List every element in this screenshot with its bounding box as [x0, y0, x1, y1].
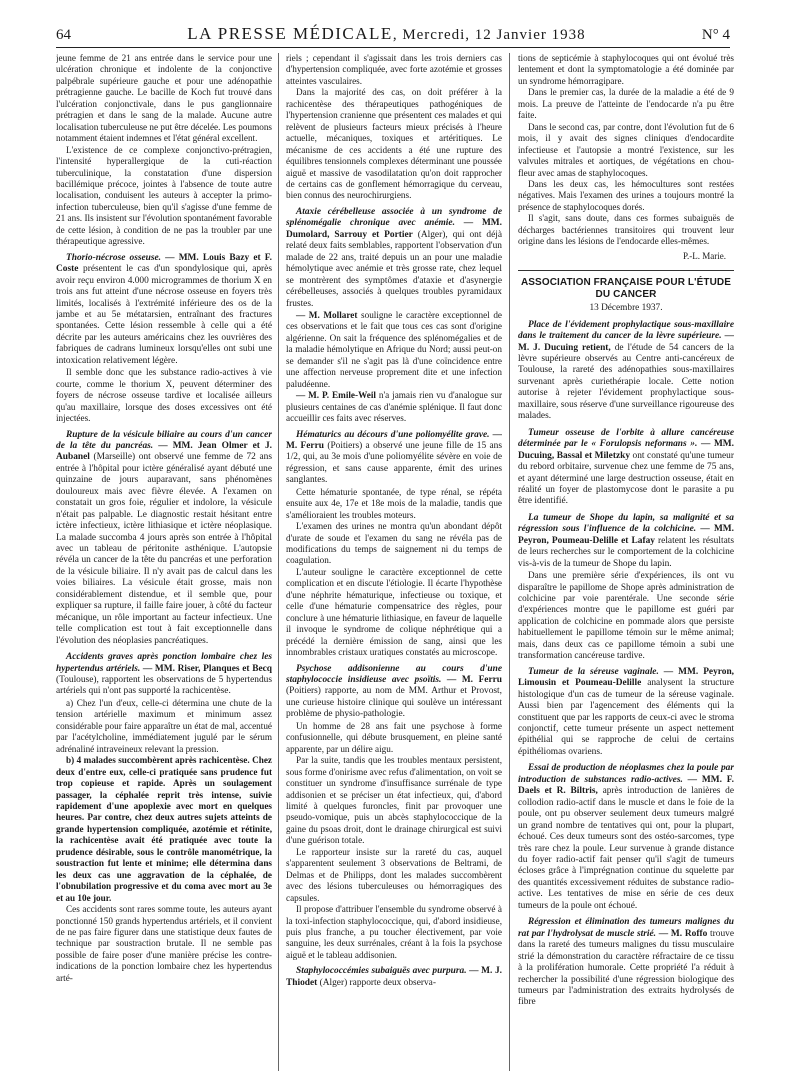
paragraph: Dans les deux cas, les hémocultures sont restées négatives. Mais l'examen des urines a toujours montré la présence de staphylocoques dorés.	[518, 178, 734, 212]
paragraph: Dans le premier cas, la durée de la maladie a été de 9 mois. La preuve de l'atteinte de l'endocarde n'a pu être faite.	[518, 87, 734, 121]
header-rule	[56, 47, 730, 48]
article-text: analysent la structure histologique d'un cas de tumeur de la séreuse vaginale. Aussi bien par l'agencement des éléments qui la constituent que par les rapports de ceux-ci avec le stroma conjonctif, cette tumeur présente un aspect nettement épithélial qui se rapproche de celui de certains épithéliomas ovariens.	[518, 678, 734, 757]
paragraph: L'auteur souligne le caractère exceptionnel de cette complication et en discute l'étiologie. Il écarte l'hypothèse d'une néphrite hématurique, infectieuse ou toxique, et celle d'une hématurie compensatrice des règles, pour conclure à une hématurie lithiasique, en faveur de laquelle il invoque le syndrome de colique néphrétique qui a précédé la dernière émission de sang, ainsi que les innombrables cristaux uratiques constatés au microscope.	[286, 566, 502, 658]
discussant: — M. P. Emile-Weil	[296, 390, 376, 401]
paragraph: Il propose d'attribuer l'ensemble du syndrome observé à la toxi-infection staphylococcique, qui, d'abord insidieuse, puis plus franche, a pu toucher électivement, par voie sanguine, les deux surrénales, créant à la fois la psychose aiguë et le tableau addisonien.	[286, 904, 502, 960]
article-authors: — MM. Peyron, Poumeau-Delille et Lafay	[518, 524, 734, 546]
article-text: présentent le cas d'un spondylosique qui, après avoir reçu environ 4.000 microgrammes de thorium X en trois ans fut atteint d'une nécrose osseuse en foyers très limités, localisés à l'extrémité inférieure des os de la jambe et au 5e métatarsien, entraînant des fractures spontanées. Cette lésion ressemble à celle qui a été décrite par les auteurs américains chez les ouvrières des fabriques de cadrans lumineux lorsqu'elles ont subi une intoxication relativement légère.	[56, 264, 272, 366]
article-authors: — MM. Riser, Planques et Becq	[140, 663, 272, 674]
column-3	[518, 53, 734, 1075]
article-heading: Thorio-nécrose osseuse. — MM. Louis Bazy et F. Coste présentent le cas d'un spondylosique qui, après avoir reçu environ 4.000 microgrammes de thorium X en trois ans fut atteint d'une nécrose osseuse en foyers très limités, localisés à l'extrémité inférieure des os de la jambe et au 5e métatarsien, entraînant des fractures spontanées. Cette lésion ressemble à celle qui a été décrite par les auteurs américains chez les ouvrières des fabriques de cadrans lumineux lorsqu'elles ont subi une intoxication relativement légère.	[56, 252, 272, 366]
article-heading: Accidents graves après ponction lombaire chez les hypertendus artériels. — MM. Riser, Planques et Becq (Toulouse), rapportent les observations de 5 hypertendus artériels qui n'ont pas supporté la rachicentèse.	[56, 652, 272, 697]
article-authors: — MM. F. Daels et R. Biltris,	[518, 774, 734, 797]
session-date: 13 Décembre 1937.	[589, 303, 663, 314]
paragraph: — M. P. Emile-Weil n'a jamais rien vu d'analogue sur plusieurs centaines de cas d'anémie splénique. Il faut donc accueillir ces faits avec réserves.	[286, 390, 502, 424]
paragraph: b) 4 malades succombèrent après rachicentèse. Chez deux d'entre eux, celle-ci pratiquée sans prudence fut trop copieuse et rapide. Après un soulagement passager, la céphalée reprit très intense, suivie rapidement d'une apoplexie avec mort en quelques heures. Par contre, chez deux autres sujets atteints de grande hypertension compliquée, azotémie et rétinite, la rachicentèse avait été pratiquée avec toute la prudence désirable, sous le contrôle manométrique, la soustraction fut lente et minime; elle détermina dans les deux cas une aggravation de la céphalée, de l'obnubilation progressive et du coma avec mort au 3e et au 10e jour.	[56, 755, 272, 903]
article-text: de l'étude de 54 cancers de la lèvre supérieure observés au Centre anti-cancéreux de Toulouse, la rareté des adénopathies sous-maxillaires survenant après curiethérapie locale. Cette notion autorise à rejeter l'évidement prophylactique sous-maxillaire, sous réserve d'une surveillance rigoureuse des malades.	[518, 342, 734, 422]
article-heading: Psychose addisonienne au cours d'une staphylococcie insidieuse avec psoïtis. — M. Ferru (Poitiers) rapporte, au nom de MM. Arthur et Provost, une curieuse histoire clinique qui soulève un intéressant problème de physio-pathologie.	[286, 663, 502, 720]
article-text: après introduction de lanières de collodion radio-actif dans le muscle et dans le foie de la poule, ont pu observer seulement deux tumeurs malgré un grand nombre de tentatives qui ont, pour la plupart, échoué. Ces deux tumeurs sont des ostéo-sarcomes, type très rare chez la poule. Leur survenue à grande distance du foyer radio-actif fait penser qu'il s'agit de tumeurs écloses grâce à l'imprégnation continue du squelette par des quantités excessivement réduites de substance radio-active. Les tentatives de mise en série de ces deux tumeurs de la poule ont échoué.	[518, 786, 734, 911]
paragraph: Cette hématurie spontanée, de type rénal, se répéta ensuite aux 4e, 17e et 18e mois de la maladie, tandis que s'amélioraient les troubles moteurs.	[286, 486, 502, 520]
issue-number: N° 4	[701, 27, 730, 43]
page-number: 64	[56, 27, 71, 43]
article-authors: — MM. Ducuing, Bassal et Miletzky	[518, 439, 734, 461]
article-text: (Alger), qui ont déjà relaté deux faits semblables, rapportent l'observation d'un malade de 22 ans, traité depuis un an pour une maladie hémolytique avec anémie et très grosse rate, chez lequel se montrèrent des symptômes d'ataxie et d'asynergie cérébelleuses, associés à quelques troubles pyramidaux frustes.	[286, 229, 502, 309]
column-divider	[509, 53, 510, 1071]
article-authors: — MM. Peyron, Limousin et Poumeau-Delille	[518, 666, 734, 689]
article-authors: — M. J. Ducuing retient,	[518, 331, 734, 353]
paragraph: Dans la majorité des cas, on doit préférer à la rachicentèse des thérapeutiques pathogéniques de l'hypertension cranienne que présentent ces malades et qui relèvent de plusieurs facteurs mieux précisés à l'heure actuelle, mécaniques, toxiques et artéritiques. Le mécanisme de ces accidents a été une rupture des équilibres tensionnels complexes déterminant une poussée aiguë et massive de vasodilatation qu'on doit rapprocher de certains cas de gonflement hémorragique du cerveau, bien connus des neurochirurgiens.	[286, 87, 502, 201]
paragraph: Ces accidents sont rares somme toute, les auteurs ayant ponctionné 150 grands hypertendus artériels, et il convient de ne pas faire figurer dans une statistique deux fautes de technique par soustraction brutale. Il ne semble pas possible de faire poser d'une manière précise les contre-indications de la ponction lombaire chez les hypertendus arté-	[56, 904, 272, 983]
column-2	[286, 53, 502, 1075]
article-text: (Poitiers) rapporte, au nom de MM. Arthur et Provost, une curieuse histoire clinique qui soulève un intéressant problème de physio-pathologie.	[286, 686, 502, 720]
article-heading: Place de l'évidement prophylactique sous-maxillaire dans le traitement du cancer de la lèvre supérieure. — M. J. Ducuing retient, de l'étude de 54 cancers de la lèvre supérieure observés au Centre anti-cancéreux de Toulouse, la rareté des adénopathies sous-maxillaires survenant après curiethérapie locale. Cette notion autorise à rejeter l'évidement prophylactique sous-maxillaire, sous réserve d'une surveillance rigoureuse des malades.	[518, 319, 734, 422]
paragraph: Il semble donc que les substance radio-actives à vie courte, comme le thorium X, peuvent déterminer des foyers de nécrose osseuse tardive et localisée ailleurs qu'au maxillaire, lorsque des doses excessives ont été injectées.	[56, 367, 272, 424]
article-text: trouve dans la rareté des tumeurs malignes du tissu musculaire strié la démonstration du caractère réfractaire de ce tissu à la prolifération humorale. Cette propriété l'a réduit à rechercher la possibilité d'une régression biologique des tumeurs par l'administration des extraits hydrolysés de fibre	[518, 928, 734, 1008]
paragraph: Dans le second cas, par contre, dont l'évolution fut de 6 mois, il y avait des signes cliniques d'endocardite infectieuse et l'autopsie a montré l'existence, sur les valvules mitrales et aortiques, de végétations en chou-fleur avec amas de staphylocoques.	[518, 121, 734, 178]
column-1	[56, 53, 272, 1075]
article-heading: Ataxie cérébelleuse associée à un syndrome de splénomégalie chronique avec anémie. — MM. Dumolard, Sarrouy et Portier (Alger), qui ont déjà relaté deux faits semblables, rapportent l'observation d'un malade de 22 ans, traité depuis un an pour une maladie hémolytique avec anémie et très grosse rate, chez lequel se montrèrent des symptômes d'ataxie et d'asynergie cérébelleuses, associés à quelques troubles pyramidaux frustes.	[286, 206, 502, 309]
paragraph: Il s'agit, sans doute, dans ces formes subaiguës de décharges bactériennes transitoires qui trouvent leur origine dans les lésions de l'endocarde elles-mêmes.	[518, 213, 734, 247]
article-authors: — MM. Jean Olmer et J. Aubanel	[56, 440, 272, 463]
article-heading: Tumeur osseuse de l'orbite à allure cancéreuse déterminée par le « Forulopsis neformans ». — MM. Ducuing, Bassal et Miletzky ont constaté qu'une tumeur du rebord orbitaire, survenue chez une femme de 75 ans, et ayant déterminé une large destruction osseuse, était en réalité un foyer de plastomycose dont le parasite a pu être identifié.	[518, 427, 734, 507]
article-text: (Toulouse), rapportent les observations de 5 hypertendus artériels qui n'ont pas supporté la rachicentèse.	[56, 675, 272, 697]
article-heading: Régression et élimination des tumeurs malignes du rat par l'hydrolysat de muscle strié. — M. Roffo trouve dans la rareté des tumeurs malignes du tissu musculaire strié la démonstration du caractère réfractaire de ce tissu à la prolifération humorale. Cette propriété l'a réduit à rechercher la possibilité d'une régression biologique des tumeurs par l'administration des extraits hydrolysés de fibre	[518, 917, 734, 1008]
article-text: (Poitiers) a observé une jeune fille de 15 ans 1/2, qui, au 3e mois d'une poliomyélite sévère en voie de régression, et sans cause apparente, émit des urines sanglantes.	[286, 440, 502, 486]
article-authors: — M. Ferru	[286, 429, 502, 451]
paragraph: Le rapporteur insiste sur la rareté du cas, auquel s'apparentent seulement 3 observations de Beltrami, de Delmas et de Philipps, dont les malades succombèrent avec des lésions tuberculeuses ou hémorragiques des capsules.	[286, 846, 502, 903]
paragraph: Par la suite, tandis que les troubles mentaux persistent, sous forme d'onirisme avec refus d'alimentation, on voit se constituer un syndrome d'insuffisance surrénale de type addisonien et se préciser un état infectieux, qui, d'abord limité à quelques furoncles, finit par provoquer une pseudo-vomique, puis un abcès staphylococcique de la gaine du psoas droit, dont le drainage chirurgical est suivi d'une guérison totale.	[286, 755, 502, 846]
author-signature: P.-L. Marie.	[683, 250, 726, 261]
article-heading: Staphylococcémies subaiguës avec purpura. — M. J. Thiodet (Alger) rapporte deux observa-	[286, 966, 502, 988]
paragraph: — M. Mollaret souligne le caractère exceptionnel de ces observations et le fait que tous ces cas sont d'origine algérienne. On sait la fréquence des splénomégalies et de la maladie hémolytique en Afrique du Nord; aussi peut-on se demander s'il ne s'agit pas là d'une coïncidence entre une affection nerveuse proprement dite et une infection paludéenne.	[286, 309, 502, 389]
article-authors: — MM. Louis Bazy et F. Coste	[56, 252, 272, 275]
paragraph: a) Chez l'un d'eux, celle-ci détermina une chute de la tension artérielle maximum et minimum assez considérable pour faire apparaître un état de mal, accentué par l'acétylcholine, immédiatement jugulé par le sérum adrénaliné intraveineux relevant la pression.	[56, 697, 272, 754]
discussant: — M. Mollaret	[296, 309, 358, 320]
article-heading: Essai de production de néoplasmes chez la poule par introduction de substances radio-actives. — MM. F. Daels et R. Biltris, après introduction de lanières de collodion radio-actif dans le muscle et dans le foie de la poule, ont pu observer seulement deux tumeurs malgré un grand nombre de tentatives qui ont, pour la plupart, échoué. Ces deux tumeurs sont des ostéo-sarcomes, type très rare chez la poule. Leur survenue à grande distance du foyer radio-actif fait penser qu'il s'agit de tumeurs écloses grâce à l'imprégnation continue du squelette par des quantités excessivement réduites de substance radio-active. Les tentatives de mise en série de ces deux tumeurs de la poule ont échoué.	[518, 763, 734, 911]
article-heading: Tumeur de la séreuse vaginale. — MM. Peyron, Limousin et Poumeau-Delille analysent la structure histologique d'un cas de tumeur de la séreuse vaginale. Aussi bien par l'agencement des éléments qui la constituent que par les rapports de ceux-ci avec le stroma conjonctif, cette tumeur présente un aspect nettement épithélial qui se rapproche de celui de certains épithéliomas ovariens.	[518, 666, 734, 757]
article-authors: — M. Roffo	[656, 928, 708, 939]
journal-masthead: LA PRESSE MÉDICALE, Mercredi, 12 Janvier 1938	[187, 24, 586, 43]
paragraph: L'examen des urines ne montra qu'un abondant dépôt d'urate de soude et l'examen du sang ne révéla pas de modifications du temps de saignement ni du temps de coagulation.	[286, 521, 502, 566]
article-text: relatent les résultats de leurs recherches sur le comportement de la colchicine vis-à-vis de la tumeur de Shope du lapin.	[518, 535, 734, 569]
article-heading: La tumeur de Shope du lapin, sa malignité et sa régression sous l'influence de la colchicine. — MM. Peyron, Poumeau-Delille et Lafay relatent les résultats de leurs recherches sur le comportement de la colchicine vis-à-vis de la tumeur de Shope du lapin.	[518, 512, 734, 569]
article-text: (Alger) rapporte deux observa-	[317, 977, 436, 988]
issue-date: Mercredi, 12 Janvier 1938	[402, 27, 586, 43]
paragraph: riels ; cependant il s'agissait dans les trois derniers cas d'hypertension compliquée, avec forte azotémie et grosses atteintes vasculaires.	[286, 53, 502, 86]
article-heading: Rupture de la vésicule biliaire au cours d'un cancer de la tête du pancréas. — MM. Jean Olmer et J. Aubanel (Marseille) ont observé une femme de 72 ans entrée à l'hôpital pour ictère généralisé ayant débuté une quinzaine de jours auparavant, sans phénomènes douloureux mais avec fièvre élevée. A l'examen on constatait un gros foie, régulier et indolore, la vésicule n'était pas palpable. Le diagnostic restait hésitant entre ictère infectieux, ictère lithiasique et ictère néoplasique. La malade succomba 4 jours après son entrée à l'hôpital avec un tableau de péritonite asthénique. L'autopsie révéla un cancer de la tête du pancréas et une perforation de la vésicule biliaire. Il n'y avait pas de calcul dans les voies biliaires. La vésicule était grosse, mais non considérablement distendue, et il semble que, pour expliquer sa rupture, il faille faire jouer, à côté du facteur mécanique, un rôle important au facteur infectieux. Une telle complication est tout à fait exceptionnelle dans l'évolution des néoplasies pancréatiques.	[56, 429, 272, 646]
paragraph: Un homme de 28 ans fait une psychose à forme confusionnelle, qui débute brusquement, en pleine santé apparente, par un délire aigu.	[286, 720, 502, 754]
column-divider	[278, 53, 279, 1071]
article-text: (Marseille) ont observé une femme de 72 ans entrée à l'hôpital pour ictère généralisé ayant débuté une quinzaine de jours auparavant, sans phénomènes douloureux mais avec fièvre élevée. A l'examen on constatait un gros foie, régulier et indolore, la vésicule n'était pas palpable. Le diagnostic restait hésitant entre ictère infectieux, ictère lithiasique et ictère néoplasique. La malade succomba 4 jours après son entrée à l'hôpital avec un tableau de péritonite asthénique. L'autopsie révéla un cancer de la tête du pancréas et une perforation de la vésicule biliaire. Il n'y avait pas de calcul dans les voies biliaires. La vésicule était grosse, mais non considérablement distendue, et il semble que, pour expliquer sa rupture, il faille faire jouer, à côté du facteur mécanique, un rôle important au facteur infectieux. Une telle complication est tout à fait exceptionnelle dans l'évolution des néoplasies pancréatiques.	[56, 452, 272, 646]
journal-title: LA PRESSE MÉDICALE	[187, 24, 393, 43]
article-authors: — MM. Dumolard, Sarrouy et Portier	[286, 218, 502, 240]
page-header	[56, 24, 730, 46]
article-authors: — M. J. Thiodet	[286, 966, 502, 988]
article-text: ont constaté qu'une tumeur du rebord orbitaire, survenue chez une femme de 75 ans, et ayant déterminé une large destruction osseuse, était en réalité un foyer de plastomycose dont le parasite a pu être identifié.	[518, 450, 734, 507]
paragraph: Dans une première série d'expériences, ils ont vu disparaître le papillome de Shope après administration de colchicine par voie parentérale. Une seconde série d'expériences montre que le papillome est guéri par application de colchicine en pommade alors que persiste habituellement le papillome témoin sur le même animal; mais, dans deux cas ce papillome témoin a subi une transformation cancéreuse tardive.	[518, 570, 734, 661]
paragraph: tions de septicémie à staphylocoques qui ont évolué très lentement et dont la symptomatologie a été dominée par un syndrome hémorragipare.	[518, 53, 734, 86]
paragraph: L'existence de ce complexe conjonctivo-prétragien, l'intensité hyperallergique de la cuti-réaction tuberculinique, la constatation d'une dispersion bacillémique précoce, jointes à l'absence de toute autre localisation, conduisent les auteurs à accepter la primo-infection tuberculeuse, bien qu'il s'agisse d'une femme de 21 ans. Ils insistent sur l'évolution spontanément favorable de cette lésion, à condition de ne pas la troubler par une thérapeutique agressive.	[56, 144, 272, 247]
article-heading: Hématurics au décours d'une poliomyélite grave. — M. Ferru (Poitiers) a observé une jeune fille de 15 ans 1/2, qui, au 3e mois d'une poliomyélite sévère en voie de régression, et sans cause apparente, émit des urines sanglantes.	[286, 429, 502, 486]
article-authors: — M. Ferru	[441, 675, 502, 686]
paragraph: jeune femme de 21 ans entrée dans le service pour une ulcération chronique et indolente de la conjonctive palpébrale supérieure gauche et pour une adénopathie prétragienne gauche. Le bacille de Koch fut trouvé dans l'ulcération conjonctivale, dans le pus ganglionnaire prétragien et dans le sang de la malade. Aucune autre localisation tuberculeuse ne put être décelée. Les poumons notamment étaient indemnes et l'état général excellent.	[56, 53, 272, 144]
section-title: ASSOCIATION FRANÇAISE POUR L'ÉTUDE DU CANCER	[518, 270, 734, 301]
